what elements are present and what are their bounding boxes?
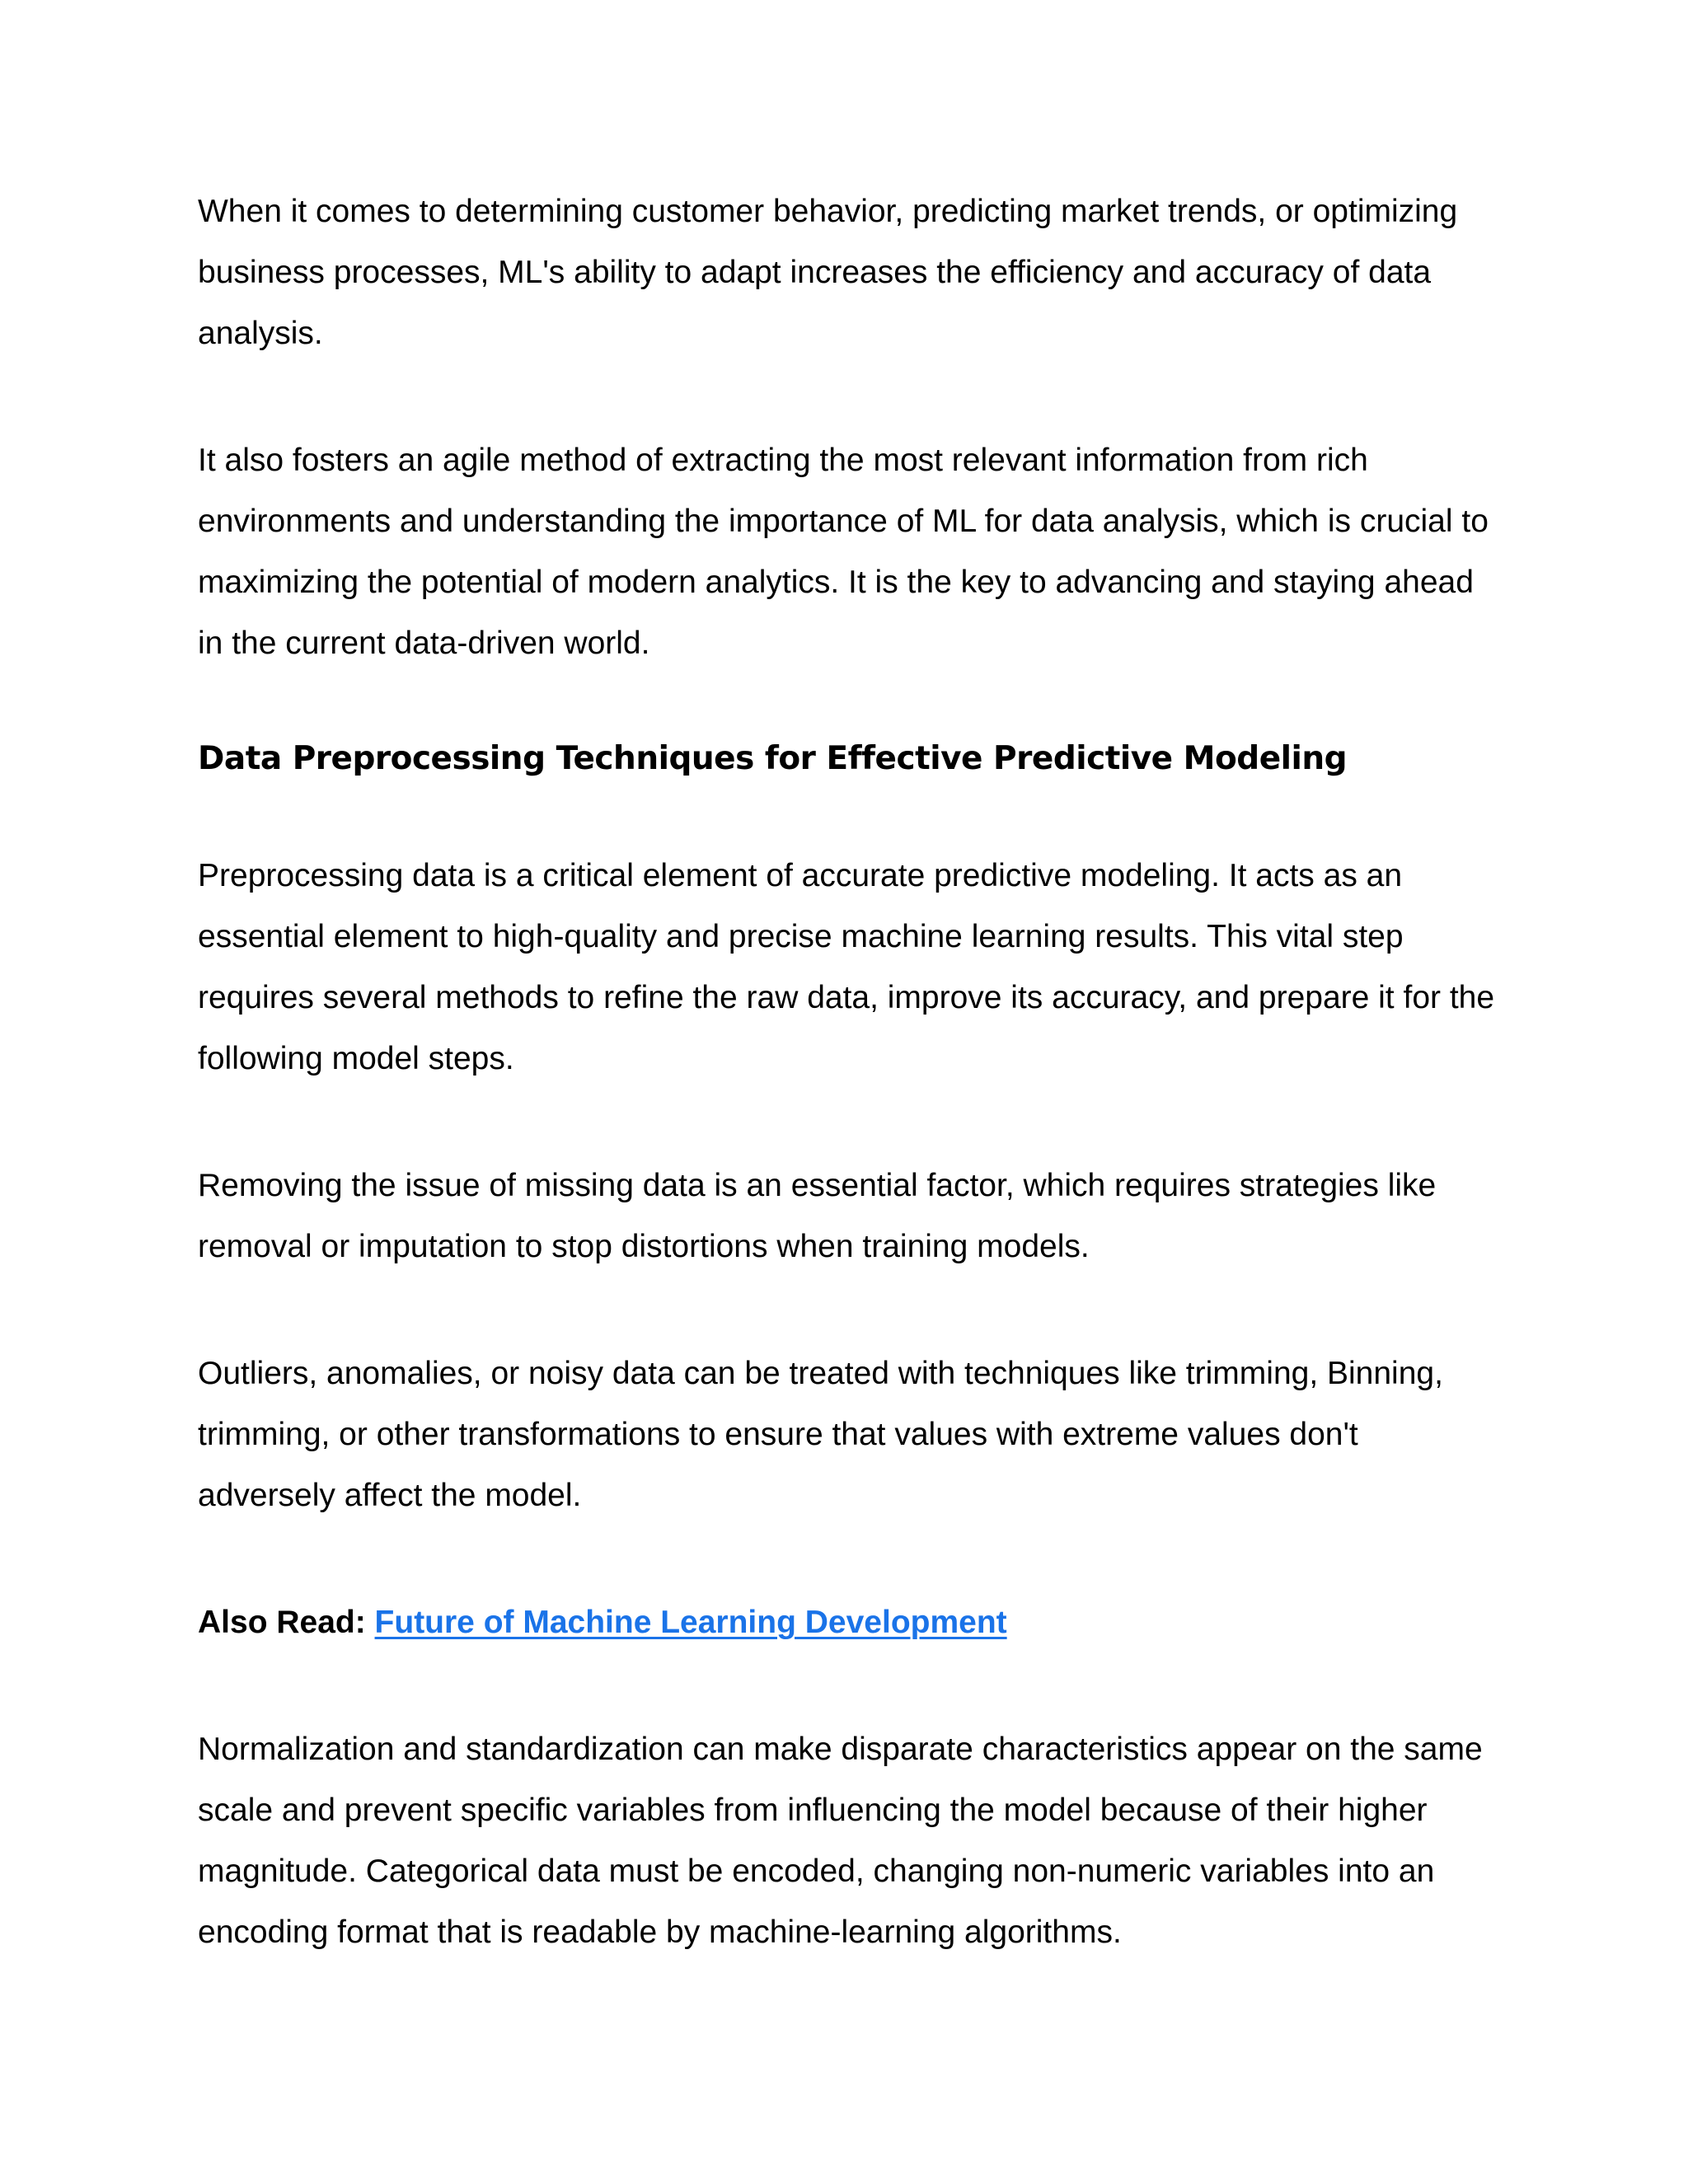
paragraph-agile-extraction: It also fosters an agile method of extracting the most relevant information from rich environments and understanding the importance of ML for data analysis, which is crucial to maximizing the potential of modern analytics. It is the key to advancing and staying ahead in the current data-driven world. [198,443,1489,661]
paragraph-normalization: Normalization and standardization can make disparate characteristics appear on the same scale and prevent specific variables from influencing the model because of their higher magnitude. Categorical data must be encoded, changing non-numeric variables into an encoding format that is readable by machine-learning algorithms. [198,1732,1483,1950]
paragraph-preprocessing-intro: Preprocessing data is a critical element of accurate predictive modeling. It acts as an essential element to high-quality and precise machine learning results. This vital step requires several methods to refine the raw data, improve its accuracy, and prepare it for the following model steps. [198,858,1495,1076]
also-read-line [198,1592,1500,1653]
paragraph-outliers: Outliers, anomalies, or noisy data can be treated with techniques like trimming, Binning, trimming, or other transformations to ensure that values with extreme values don't adversely affect the model. [198,1356,1443,1513]
paragraph-ml-adaptability: When it comes to determining customer behavior, predicting market trends, or optimizing business processes, ML's ability to adapt increases the efficiency and accuracy of data analysis. [198,194,1458,351]
also-read-label: Also Read: [198,1605,366,1640]
also-read-link[interactable]: Future of Machine Learning Development [374,1605,1007,1640]
document-page [198,181,1500,1963]
paragraph-missing-data: Removing the issue of missing data is an essential factor, which requires strategies like removal or imputation to stop distortions when training models. [198,1168,1437,1264]
section-heading: Data Preprocessing Techniques for Effective Predictive Modeling [198,740,1348,777]
